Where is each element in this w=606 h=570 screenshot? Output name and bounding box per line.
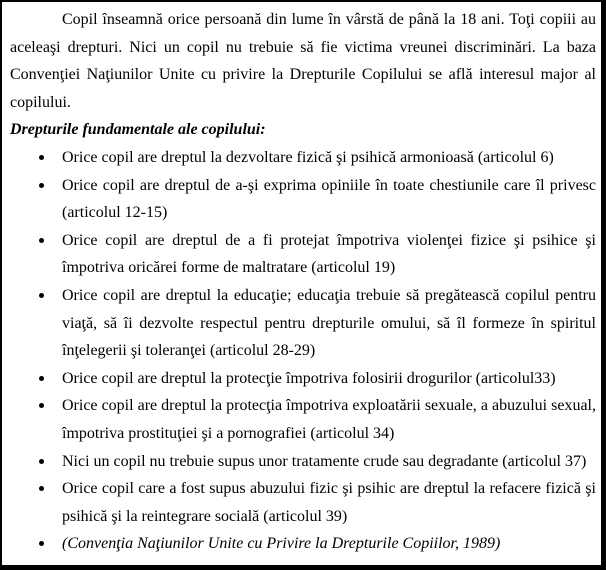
list-item-text: Nici un copil nu trebuie supus unor tratamente crude sau degradante (articolul 37) <box>62 452 587 470</box>
list-item <box>10 144 596 172</box>
bullet-icon <box>39 459 44 464</box>
list-item-text: Orice copil care a fost supus abuzului fizic şi psihic are dreptul la refacere fizică şi psihică şi la reintegrare socială (articolul 39) <box>62 480 596 525</box>
list-item-text: Orice copil are dreptul la protecţia împotriva exploatării sexuale, a abuzului sexual, împotriva prostituţiei şi a pornografiei (articolul 34) <box>62 397 596 442</box>
rights-list <box>10 144 596 558</box>
bullet-icon <box>39 486 44 491</box>
list-item <box>10 392 596 447</box>
bullet-icon <box>39 238 44 243</box>
bullet-icon <box>39 183 44 188</box>
bullet-icon <box>39 376 44 381</box>
section-heading: Drepturile fundamentale ale copilului: <box>10 121 266 139</box>
list-item-text: Orice copil are dreptul de a-şi exprima opiniile în toate chestiunile care îl privesc (articolul 12-15) <box>62 176 596 222</box>
bullet-icon <box>39 155 44 160</box>
list-item <box>10 475 596 530</box>
list-item <box>10 282 596 365</box>
list-item-text: Orice copil are dreptul la protecţie împotriva folosirii drogurilor (articolul33) <box>62 369 556 387</box>
list-item <box>10 365 596 393</box>
bullet-icon <box>39 403 44 408</box>
bullet-icon <box>39 541 44 546</box>
list-item <box>10 172 596 227</box>
list-item <box>10 227 596 282</box>
list-item-citation <box>10 530 596 558</box>
intro-paragraph: Copil înseamnă orice persoană din lume în vârstă de până la 18 ani. Toţi copiii au aceleaşi drepturi. Nici un copil nu trebuie să fie victima vreunei discriminări. La baza Convenţiei Naţiunilor Unite cu privire la Drepturile Copilului se află interesul major al copilului. <box>10 11 596 111</box>
list-item <box>10 448 596 476</box>
list-item-text: Orice copil are dreptul la educaţie; educaţia trebuie să pregătească copilul pentru viaţă, să îi dezvolte respectul pentru drepturile omului, să îl formeze în spiritul înţelegerii şi toleranţei (articolul 28-29) <box>62 286 596 360</box>
list-item-text: Orice copil are dreptul de a fi protejat împotriva violenţei fizice şi psihice şi împotriva oricărei forme de maltratare (articolul 19) <box>62 231 596 277</box>
bullet-icon <box>39 293 44 298</box>
list-item-text: (Convenţia Naţiunilor Unite cu Privire la Drepturile Copiilor, 1989) <box>62 535 501 553</box>
list-item-text: Orice copil are dreptul la dezvoltare fizică şi psihică armonioasă (articolul 6) <box>62 148 554 166</box>
